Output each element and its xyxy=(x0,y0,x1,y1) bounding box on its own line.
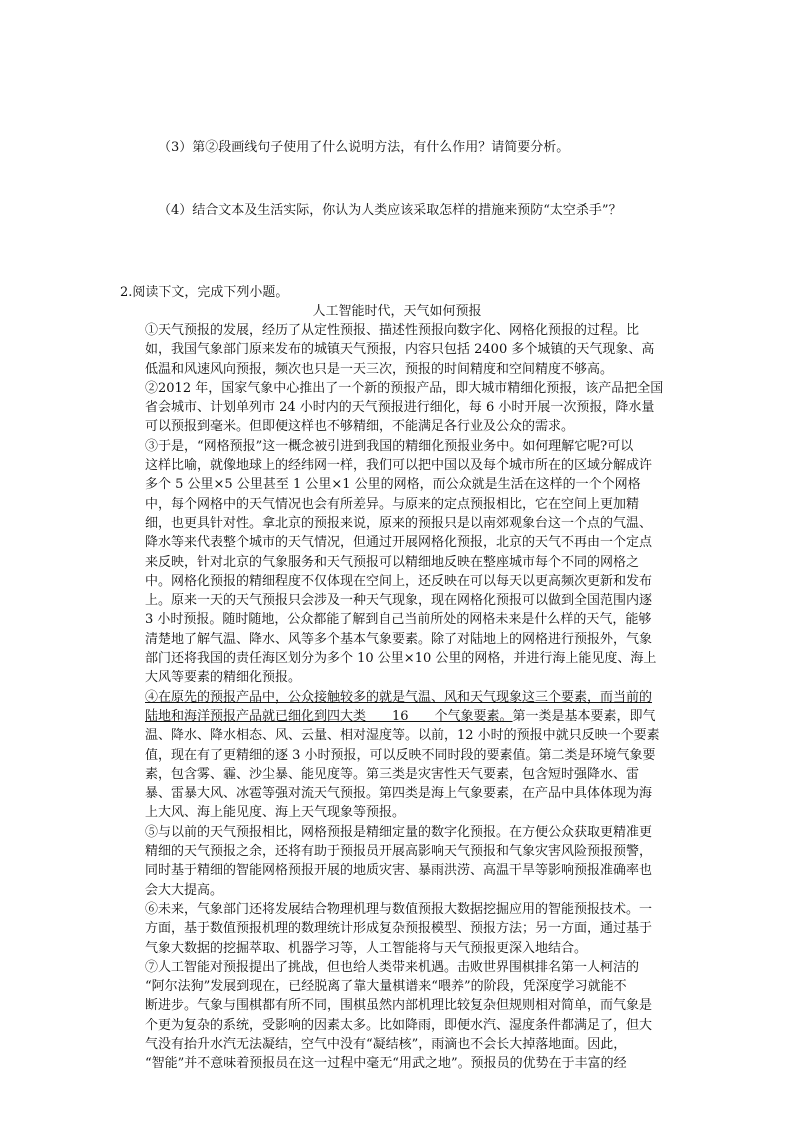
text-line: ⑥未来，气象部门还将发展结合物理机理与数值预报大数据挖掘应用的智能预报技术。一 xyxy=(145,901,653,917)
text-line: 上大风、海上能见度、海上天气现象等预报。 xyxy=(145,805,406,821)
text-line: 部门还将我国的责任海区划分为多个 10 公里×10 公里的网格，并进行海上能见度、海上 xyxy=(145,651,657,667)
text-line: 会大大提高。 xyxy=(145,882,224,898)
text-line: 气没有抬升水汽无法凝结，空气中没有“凝结核”，雨滴也不会长大掉落地面。因此， xyxy=(145,1036,627,1052)
text-line: 可以预报到毫米。但即便这样也不够精细，不能满足各行业及公众的需求。 xyxy=(145,419,575,435)
text-span: 第一类是基本要素，即气 xyxy=(512,708,656,724)
section-2-heading: 2.阅读下文，完成下列小题。 xyxy=(120,285,289,300)
text-line: 断进步。气象与围棋都有所不同，围棋虽然内部机理比较复杂但规则相对简单，而气象是 xyxy=(145,998,653,1014)
text-line: 个更为复杂的系统，受影响的因素太多。比如降雨，即便水汽、湿度条件都满足了，但大 xyxy=(145,1017,653,1033)
text-line: 多个 5 公里×5 公里甚至 1 公里×1 公里的网格，而公众就是生活在这样的一个个网格 xyxy=(145,477,641,493)
paragraph-1 xyxy=(145,321,675,379)
text-line xyxy=(145,707,675,726)
text-line: 中，每个网格中的天气情况也会有所差异。与原来的定点预报相比，它在空间上更加精 xyxy=(145,496,640,512)
paragraph-7 xyxy=(145,958,675,1074)
text-line: 如，我国气象部门原来发布的城镇天气预报，内容只包括 2400 多个城镇的天气现象、高 xyxy=(145,342,655,358)
text-line: 精细的天气预报之余，还将有助于预报员开展高影响天气预报和气象灾害风险预报预警， xyxy=(145,844,653,860)
text-line: 方面，基于数值预报机理的数理统计形成复杂预报模型、预报方法；另一方面，通过基于 xyxy=(145,921,653,937)
paragraph-2 xyxy=(145,379,675,437)
article-title: 人工智能时代，天气如何预报 xyxy=(312,304,482,319)
underlined-sentence: 陆地和海洋预报产品就已细化到四大类 16 个气象要素。 xyxy=(145,708,513,724)
text-line: “阿尔法狗”发展到现在，已经脱离了靠大量棋谱来“喂养”的阶段，凭深度学习就能不 xyxy=(145,979,627,995)
text-line: 来反映，针对北京的气象服务和天气预报可以精细地反映在整座城市每个不同的网格之 xyxy=(145,554,640,570)
text-line: 这样比喻，就像地球上的经纬网一样，我们可以把中国以及每个城市所在的区域分解成许 xyxy=(145,458,653,474)
text-line: 细，也更具针对性。拿北京的预报来说，原来的预报只是以南郊观象台这一个点的气温、 xyxy=(145,515,653,531)
text-line: ⑦人工智能对预报提出了挑战，但也给人类带来机遇。击败世界围棋排名第一人柯洁的 xyxy=(145,959,640,975)
text-line: 值，现在有了更精细的逐 3 小时预报，可以反映不同时段的要素值。第二类是环境气象要 xyxy=(145,747,656,763)
text-line: 3 小时预报。随时随地，公众都能了解到自己当前所处的网格未来是什么样的天气，能够 xyxy=(145,612,652,628)
text-line: 省会城市、计划单列市 24 小时内的天气预报进行细化，每 6 小时开展一次预报，降水量 xyxy=(145,400,655,416)
article-body xyxy=(145,321,675,1074)
text-line: ⑤与以前的天气预报相比，网格预报是精细定量的数字化预报。在方便公众获取更精准更 xyxy=(145,824,653,840)
text-line: 低温和风速风向预报，频次也只是一天三次，预报的时间精度和空间精度不够高。 xyxy=(145,361,614,377)
underlined-sentence: ④在原先的预报产品中，公众接触较多的就是气温、风和天气现象这三个要素，而当前的 xyxy=(145,689,653,705)
text-line: 素，包含雾、霾、沙尘暴、能见度等。第三类是灾害性天气要素，包含短时强降水、雷 xyxy=(145,766,640,782)
text-line: “智能”并不意味着预报员在这一过程中毫无“用武之地”。预报员的优势在于丰富的经 xyxy=(145,1056,627,1072)
text-line: ①天气预报的发展，经历了从定性预报、描述性预报向数字化、网格化预报的过程。比 xyxy=(145,323,640,338)
text-line: ②2012 年，国家气象中心推出了一个新的预报产品，即大城市精细化预报，该产品把全国 xyxy=(145,380,664,396)
paragraph-5 xyxy=(145,823,675,900)
paragraph-3 xyxy=(145,437,675,688)
text-line: 大风等要素的精细化预报。 xyxy=(145,670,302,686)
text-line: 同时基于精细的智能网格预报开展的地质灾害、暴雨洪涝、高温干旱等影响预报准确率也 xyxy=(145,863,653,879)
text-line: 中。网格化预报的精细程度不仅体现在空间上，还反映在可以每天以更高频次更新和发布 xyxy=(145,573,653,589)
text-line: ③于是，“网格预报”这一概念被引进到我国的精细化预报业务中。如何理解它呢?可以 xyxy=(145,438,634,454)
question-3: （3）第②段画线句子使用了什么说明方法，有什么作用？请简要分析。 xyxy=(158,140,570,155)
text-line: 清楚地了解气温、降水、风等多个基本气象要素。除了对陆地上的网格进行预报外，气象 xyxy=(145,631,653,647)
question-4: （4）结合文本及生活实际，你认为人类应该采取怎样的措施来预防“太空杀手”？ xyxy=(158,203,622,218)
text-line: 降水等来代表整个城市的天气情况，但通过开展网格化预报，北京的天气不再由一个定点 xyxy=(145,535,653,551)
underlined-line xyxy=(145,688,675,707)
paragraph-4 xyxy=(145,688,675,823)
text-line: 气象大数据的挖掘萃取、机器学习等，人工智能将与天气预报更深入地结合。 xyxy=(145,940,588,956)
paragraph-6 xyxy=(145,900,675,958)
text-line: 上。原来一天的天气预报只会涉及一种天气现象，现在网格化预报可以做到全国范围内逐 xyxy=(145,593,653,609)
text-line: 暴、雷暴大风、冰雹等强对流天气预报。第四类是海上气象要素，在产品中具体体现为海 xyxy=(145,786,653,802)
text-line: 温、降水、降水相态、风、云量、相对湿度等。以前，12 小时的预报中就只反映一个要素 xyxy=(145,728,660,744)
